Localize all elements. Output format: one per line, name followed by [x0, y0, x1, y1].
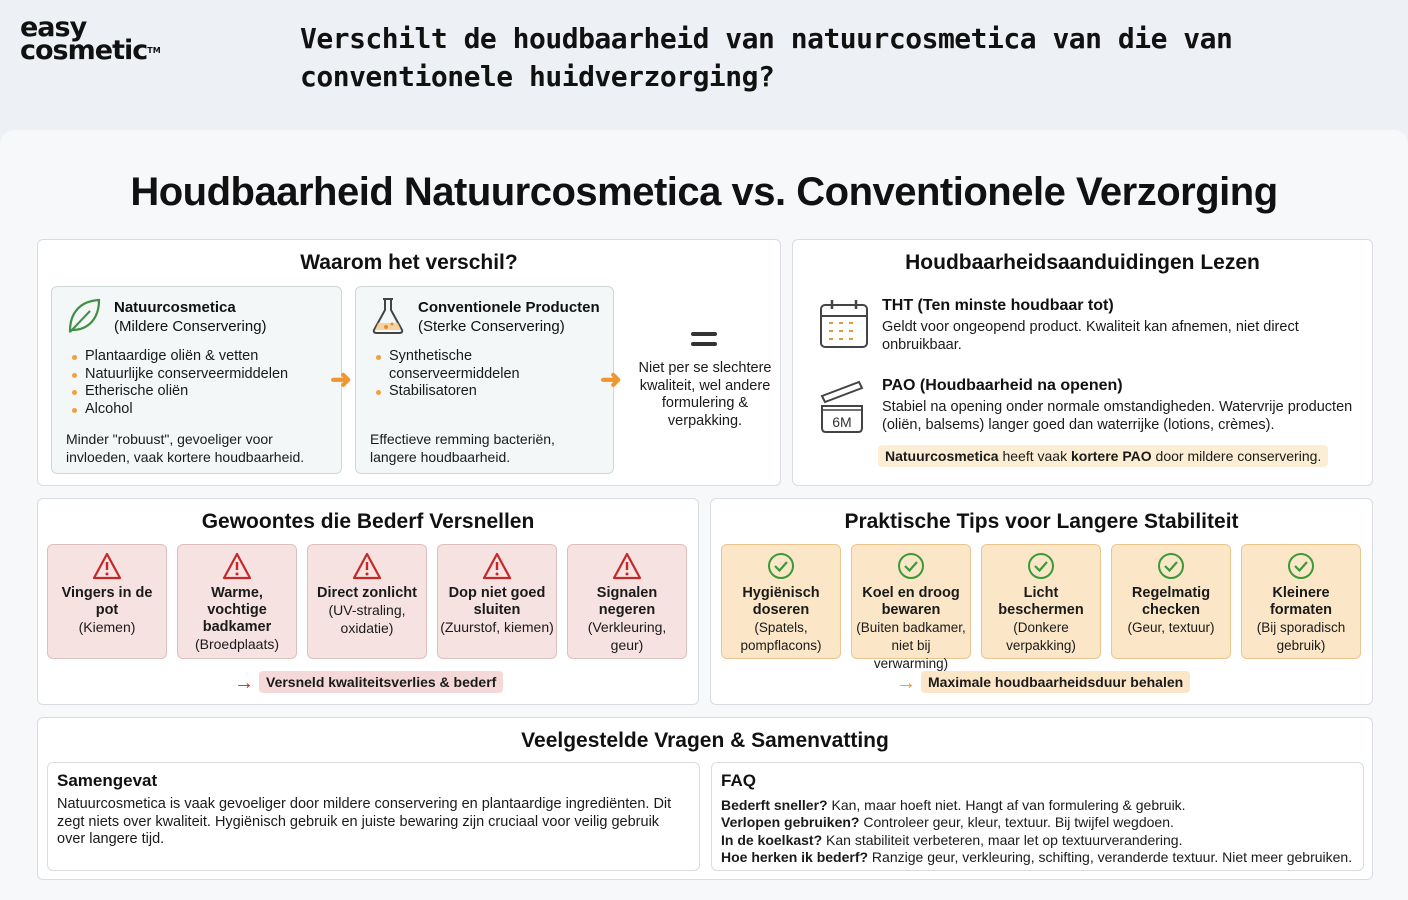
tht-title: THT (Ten minste houdbaar tot): [882, 297, 1114, 314]
logo-line2: cosmetic: [20, 35, 148, 66]
tips-panel: [710, 498, 1373, 705]
equals-icon: [691, 332, 717, 352]
arrow-right-icon: ➜: [330, 364, 352, 394]
faq-question: Hoe herken ik bederf?: [721, 849, 869, 866]
tht-text: Geldt voor ongeopend product. Kwaliteit kan afnemen, niet direct onbruikbaar.: [882, 319, 1299, 353]
tile-subtext: (UV-straling, oxidatie): [328, 602, 406, 636]
habit-tile: [47, 544, 167, 659]
natural-title: Natuurcosmetica: [114, 299, 236, 316]
check-circle-icon: [982, 552, 1100, 582]
tile-label: Signalen negeren: [596, 585, 658, 618]
tips-result: Maximale houdbaarheidsduur behalen: [921, 671, 1190, 693]
why-title: Waarom het verschil?: [300, 251, 518, 274]
habit-tile: [567, 544, 687, 659]
natural-footer: Minder "robuust", gevoeliger voor invloeden, vaak kortere houdbaarheid.: [66, 431, 305, 465]
conventional-footer: Effectieve remming bacteriën, langere houdbaarheid.: [370, 431, 555, 465]
logo-tm: TM: [147, 46, 161, 55]
faq-item: [721, 814, 1352, 831]
tile-subtext: (Verkleuring, geur): [587, 619, 667, 653]
natural-box: [51, 286, 342, 474]
pao-title: PAO (Houdbaarheid na openen): [882, 377, 1123, 394]
infographic-title: Houdbaarheid Natuurcosmetica vs. Conventionele Verzorging: [130, 170, 1278, 214]
faq-answer: Kan stabiliteit verbeteren, maar let op textuurverandering.: [822, 831, 1183, 848]
warning-icon: [48, 552, 166, 582]
summary-text: Natuurcosmetica is vaak gevoeliger door mildere conservering en plantaardige ingrediënten. Dit zegt niets over kwaliteit. Hygiënisch gebruik en juiste bewaring zijn cruciaal voor veilig gebruik over langere tijd.: [57, 796, 672, 847]
tile-subtext: (Donkere verpakking): [1006, 620, 1076, 653]
tip-tile: [1241, 544, 1361, 659]
conventional-subtitle: (Sterke Conservering): [418, 318, 565, 335]
habit-tile: [177, 544, 297, 659]
check-circle-icon: [722, 552, 840, 582]
arrow-right-icon: →: [234, 672, 254, 694]
list-item: Synthetische conserveermiddelen: [374, 348, 554, 383]
labels-title: Houdbaarheidsaanduidingen Lezen: [905, 251, 1260, 274]
list-item: Natuurlijke conserveermiddelen: [70, 366, 335, 384]
faq-title: FAQ: [721, 771, 756, 790]
faq-item: [721, 849, 1352, 866]
tile-label: Warme, vochtige badkamer: [202, 585, 272, 635]
highlight-subject: Natuurcosmetica: [885, 448, 999, 464]
habits-result: Versneld kwaliteitsverlies & bederf: [259, 671, 503, 693]
faq-question: In de koelkast?: [721, 831, 823, 848]
summary-box: [47, 762, 700, 871]
top-header: [0, 0, 1408, 128]
labels-panel: [792, 239, 1373, 486]
check-circle-icon: [1112, 552, 1230, 582]
pao-highlight: [878, 445, 1328, 467]
brand-logo[interactable]: [20, 12, 161, 66]
pao-icon-label: 6M: [832, 414, 852, 430]
conventional-title: Conventionele Producten: [418, 299, 600, 316]
tile-label: Hygiënisch doseren: [742, 585, 820, 618]
warning-icon: [568, 552, 686, 582]
tile-subtext: (Zuurstof, kiemen): [440, 619, 554, 635]
tile-subtext: (Bij sporadisch gebruik): [1256, 620, 1346, 653]
tips-title: Praktische Tips voor Langere Stabiliteit: [844, 510, 1239, 533]
tip-tile: [851, 544, 971, 671]
tip-tile: [721, 544, 841, 659]
arrow-right-icon: ➜: [600, 364, 622, 394]
faq-item: [721, 797, 1352, 814]
tile-subtext: (Buiten badkamer, niet bij verwarming): [856, 620, 966, 671]
faq-answer: Ranzige geur, verkleuring, schifting, veranderde textuur. Niet meer gebruiken.: [868, 849, 1353, 866]
highlight-text: door mildere conservering.: [1151, 448, 1322, 464]
list-item: Alcohol: [70, 401, 335, 419]
natural-bullets: [70, 348, 335, 418]
conventional-box: [355, 286, 614, 474]
arrow-right-icon: →: [896, 672, 916, 694]
leaf-icon: [66, 297, 102, 335]
tip-tile: [981, 544, 1101, 659]
faq-answer: Controleer geur, kleur, textuur. Bij twijfel wegdoen.: [859, 814, 1174, 831]
faq-section-title: Veelgestelde Vragen & Samenvatting: [521, 729, 889, 752]
faq-answer: Kan, maar hoeft niet. Hangt af van formulering & gebruik.: [827, 797, 1186, 813]
logo-line1: easy: [20, 12, 87, 43]
tile-subtext: (Spatels, pompflacons): [740, 620, 822, 653]
highlight-text: heeft vaak: [998, 448, 1071, 464]
warning-icon: [308, 552, 426, 582]
faq-box: [711, 762, 1364, 871]
habit-tile: [437, 544, 557, 659]
natural-subtitle: (Mildere Conservering): [114, 318, 267, 335]
faq-item: [721, 832, 1352, 849]
check-circle-icon: [852, 552, 970, 582]
faq-list: [721, 797, 1352, 867]
pao-text: Stabiel na opening onder normale omstandigheden. Watervrije producten (oliën, balsems) langer goed dan waterrijke (lotions, crèmes).: [882, 399, 1353, 433]
tile-label: Kleinere formaten: [1269, 585, 1333, 618]
warning-icon: [438, 552, 556, 582]
list-item: Etherische oliën: [70, 383, 335, 401]
faq-question: Verlopen gebruiken?: [721, 814, 860, 831]
habit-tile: [307, 544, 427, 659]
tile-subtext: (Kiemen): [78, 619, 136, 635]
conventional-bullets: [374, 348, 554, 401]
tip-tile: [1111, 544, 1231, 659]
flask-icon: [370, 296, 406, 336]
faq-panel: [37, 717, 1373, 880]
tile-label: Licht beschermen: [998, 585, 1084, 618]
habits-panel: [37, 498, 699, 705]
tile-label: Koel en droog bewaren: [862, 585, 960, 618]
tile-label: Dop niet goed sluiten: [448, 585, 546, 618]
list-item: Plantaardige oliën & vetten: [70, 348, 335, 366]
tile-subtext: (Geur, textuur): [1127, 620, 1215, 635]
summary-title: Samengevat: [57, 771, 158, 790]
tile-label: Vingers in de pot: [61, 585, 153, 618]
page-question: Verschilt de houdbaarheid van natuurcosmetica van die van conventionele huidverzorging?: [300, 22, 1233, 93]
why-panel: [37, 239, 781, 486]
tile-label: Direct zonlicht: [317, 585, 417, 601]
list-item: Stabilisatoren: [374, 383, 554, 401]
tile-subtext: (Broedplaats): [194, 636, 280, 652]
why-conclusion: Niet per se slechtere kwaliteit, wel andere formulering & verpakking.: [638, 360, 772, 429]
highlight-emphasis: kortere PAO: [1070, 448, 1152, 464]
calendar-icon: [818, 298, 870, 350]
warning-icon: [178, 552, 296, 582]
tile-label: Regelmatig checken: [1131, 585, 1211, 618]
check-circle-icon: [1242, 552, 1360, 582]
faq-question: Bederft sneller?: [721, 797, 828, 813]
habits-title: Gewoontes die Bederf Versnellen: [201, 510, 535, 533]
